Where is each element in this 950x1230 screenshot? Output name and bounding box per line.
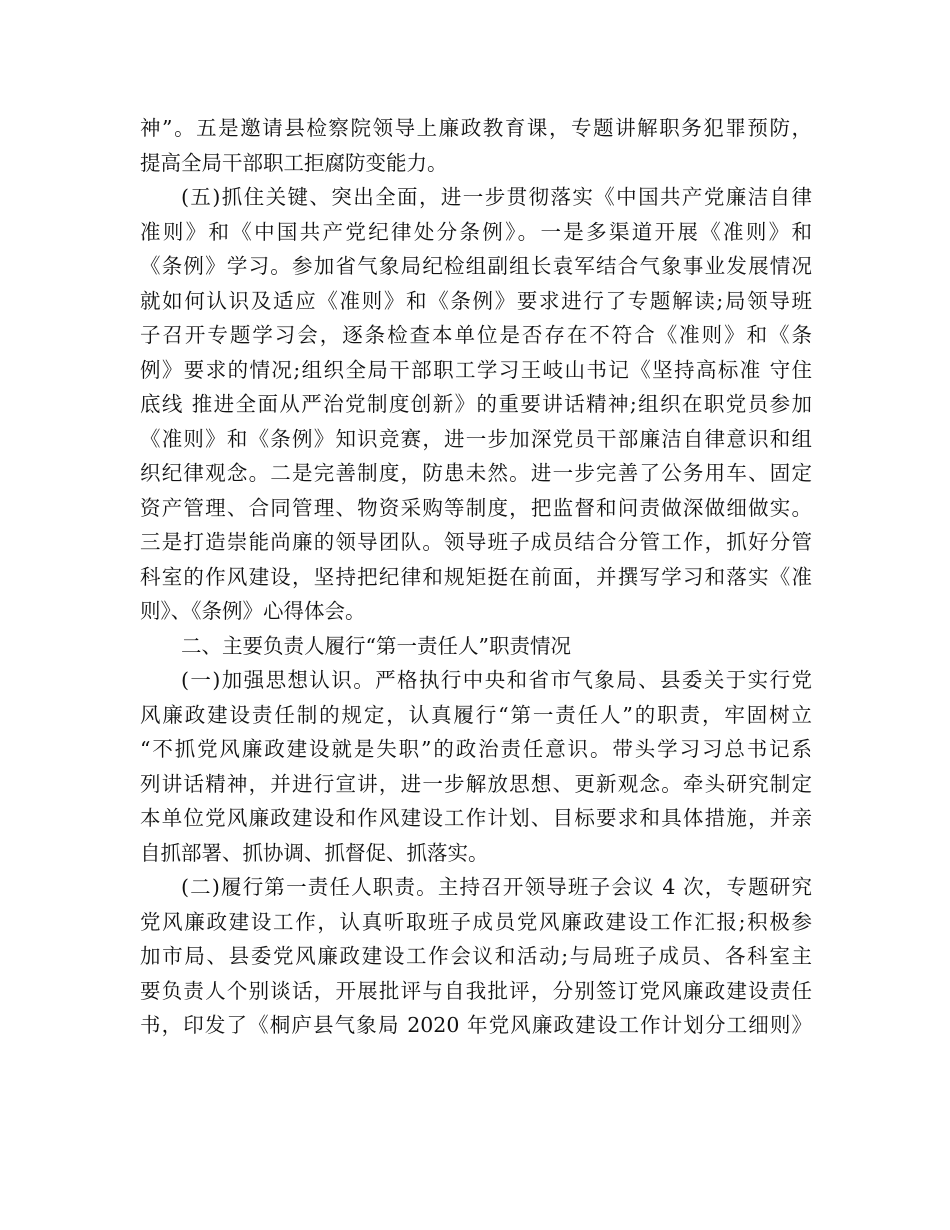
text-line: 资产管理、合同管理、物资采购等制度，把监督和问责做深做细做实。 [140, 495, 812, 520]
paragraph-item-2 [140, 870, 812, 1043]
text-line: 党风廉政建设工作，认真听取班子成员党风廉政建设工作汇报;积极参 [140, 909, 812, 934]
text-line: 书，印发了《桐庐县气象局 2020 年党风廉政建设工作计划分工细则》 [140, 1013, 812, 1037]
text-line: 要负责人个别谈话，开展批评与自我批评，分别签订党风廉政建设责任 [140, 978, 812, 1003]
section-heading-2 [140, 629, 812, 664]
text-line: 例》要求的情况;组织全局干部职工学习王岐山书记《坚持高标准 守住 [140, 357, 812, 382]
text-line: 《准则》和《条例》知识竞赛，进一步加深党员干部廉洁自律意识和组 [140, 426, 812, 451]
text-line: 底线 推进全面从严治党制度创新》的重要讲话精神;组织在职党员参加 [140, 392, 812, 416]
text-line: 准则》和《中国共产党纪律处分条例》。一是多渠道开展《准则》和 [140, 219, 812, 244]
text-line: 自抓部署、抓协调、抓督促、抓落实。 [140, 840, 489, 865]
text-line: 提高全局干部职工拒腐防变能力。 [140, 150, 448, 175]
text-line: 风廉政建设责任制的规定，认真履行“第一责任人”的职责，牢固树立 [140, 702, 812, 727]
text-line: 《条例》学习。参加省气象局纪检组副组长袁军结合气象事业发展情况 [140, 254, 812, 278]
text-line: 神”。五是邀请县检察院领导上廉政教育课，专题讲解职务犯罪预防， [140, 116, 812, 140]
text-line: 加市局、县委党风廉政建设工作会议和活动;与局班子成员、各科室主 [140, 944, 812, 968]
paragraph-section-5 [140, 180, 812, 629]
text-line: (二)履行第一责任人职责。主持召开领导班子会议 4 次，专题研究 [181, 875, 812, 899]
text-line: 织纪律观念。二是完善制度，防患未然。进一步完善了公务用车、固定 [140, 461, 812, 485]
text-line: 子召开专题学习会，逐条检查本单位是否存在不符合《准则》和《条 [140, 323, 812, 347]
text-line: 就如何认识及适应《准则》和《条例》要求进行了专题解读;局领导班 [140, 288, 812, 313]
text-line: 本单位党风廉政建设和作风建设工作计划、目标要求和具体措施，并亲 [140, 806, 812, 830]
document-page [140, 111, 812, 1043]
paragraph-item-1 [140, 663, 812, 870]
heading-line: 二、主要负责人履行“第一责任人”职责情况 [181, 633, 571, 658]
text-line: (五)抓住关键、突出全面，进一步贯彻落实《中国共产党廉洁自律 [181, 185, 812, 209]
text-line: (一)加强思想认识。严格执行中央和省市气象局、县委关于实行党 [181, 668, 812, 692]
text-line: 则》、《条例》心得体会。 [140, 599, 366, 623]
text-line: 列讲话精神，并进行宣讲，进一步解放思想、更新观念。牵头研究制定 [140, 771, 812, 796]
paragraph-continuation [140, 111, 812, 180]
text-line: “不抓党风廉政建设就是失职”的政治责任意识。带头学习习总书记系 [140, 737, 812, 761]
text-line: 科室的作风建设，坚持把纪律和规矩挺在前面，并撰写学习和落实《准 [140, 564, 812, 589]
text-line: 三是打造崇能尚廉的领导团队。领导班子成员结合分管工作，抓好分管 [140, 530, 812, 554]
